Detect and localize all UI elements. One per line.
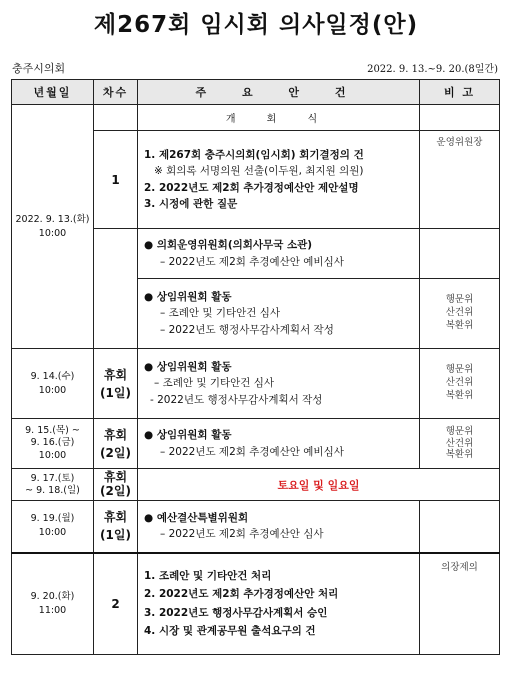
- schedule-table: [11, 79, 500, 655]
- standing-committee-activity: ● 상임위원회 활동 – 2022년도 제2회 추경예산안 예비심사: [138, 419, 420, 469]
- date-cell: 9. 14.(수) 10:00: [12, 349, 94, 419]
- note-cell: 의장제의: [420, 553, 500, 655]
- table-row: [12, 501, 500, 553]
- header-content: 주 요 안 건: [138, 80, 420, 105]
- header-row: [12, 80, 500, 105]
- round-cell: 1: [94, 131, 138, 229]
- agenda-items: 1. 조례안 및 기타안건 처리 2. 2022년도 제2회 추가경정예산안 처리 3. 2022년도 행정사무감사계획서 승인 4. 시장 및 관계공무원 출석요구의 건: [138, 553, 420, 655]
- date-cell: 9. 19.(월) 10:00: [12, 501, 94, 553]
- table-row: [12, 469, 500, 501]
- note-cell-empty: [420, 229, 500, 279]
- note-cell-empty: [420, 501, 500, 553]
- document-title: 제267회 임시회 의사일정(안): [93, 12, 419, 38]
- round-cell: 휴회 (2일): [94, 419, 138, 469]
- opening-ceremony: 개 회 식: [138, 105, 420, 131]
- date-cell: 9. 15.(목) ~ 9. 16.(금) 10:00: [12, 419, 94, 469]
- note-cell: 운영위원장: [420, 131, 500, 229]
- table-row: [12, 105, 500, 131]
- table-row: [12, 553, 500, 655]
- header-note: 비 고: [420, 80, 500, 105]
- note-cell: 행문위 산건위 복환위: [420, 349, 500, 419]
- session-period: 2022. 9. 13.~9. 20.(8일간): [367, 64, 498, 75]
- budget-committee-activity: ● 예산결산특별위원회 – 2022년도 제2회 추경예산안 심사: [138, 501, 420, 553]
- note-cell: 행문위 산건위 복환위: [420, 279, 500, 349]
- round-cell: 휴회 (2일): [94, 469, 138, 501]
- standing-committee-activity: ● 상임위원회 활동 – 조례안 및 기타안건 심사 – 2022년도 행정사무감사계획서 작성: [138, 279, 420, 349]
- committee-activity: ● 의회운영위원회(의회사무국 소관) – 2022년도 제2회 추경예산안 예비심사: [138, 229, 420, 279]
- table-row: [12, 419, 500, 469]
- round-cell: 2: [94, 553, 138, 655]
- standing-committee-activity: ● 상임위원회 활동 – 조례안 및 기타안건 심사 - 2022년도 행정사무감사계획서 작성: [138, 349, 420, 419]
- round-cell: 휴회 (1일): [94, 501, 138, 553]
- agenda-items: 1. 제267회 충주시의회(임시회) 회기결정의 건 ※ 회의록 서명의원 선출(이두원, 최지원 의원) 2. 2022년도 제2회 추가경정예산안 제안설명 3. 시정에 관한 질문: [138, 131, 420, 229]
- round-cell-empty: [94, 105, 138, 131]
- note-cell-empty: [420, 105, 500, 131]
- organization-name: 충주시의회: [12, 62, 66, 75]
- date-cell: 9. 20.(화) 11:00: [12, 553, 94, 655]
- header-date: 년월일: [12, 80, 94, 105]
- table-row: [12, 349, 500, 419]
- weekend-notice: 토요일 및 일요일: [138, 469, 500, 501]
- note-cell: 행문위 산건위 복환위: [420, 419, 500, 469]
- header-round: 차수: [94, 80, 138, 105]
- round-cell-merged: [94, 229, 138, 349]
- date-cell: 2022. 9. 13.(화) 10:00: [12, 105, 94, 349]
- date-cell: 9. 17.(토) ~ 9. 18.(일): [12, 469, 94, 501]
- round-cell: 휴회 (1일): [94, 349, 138, 419]
